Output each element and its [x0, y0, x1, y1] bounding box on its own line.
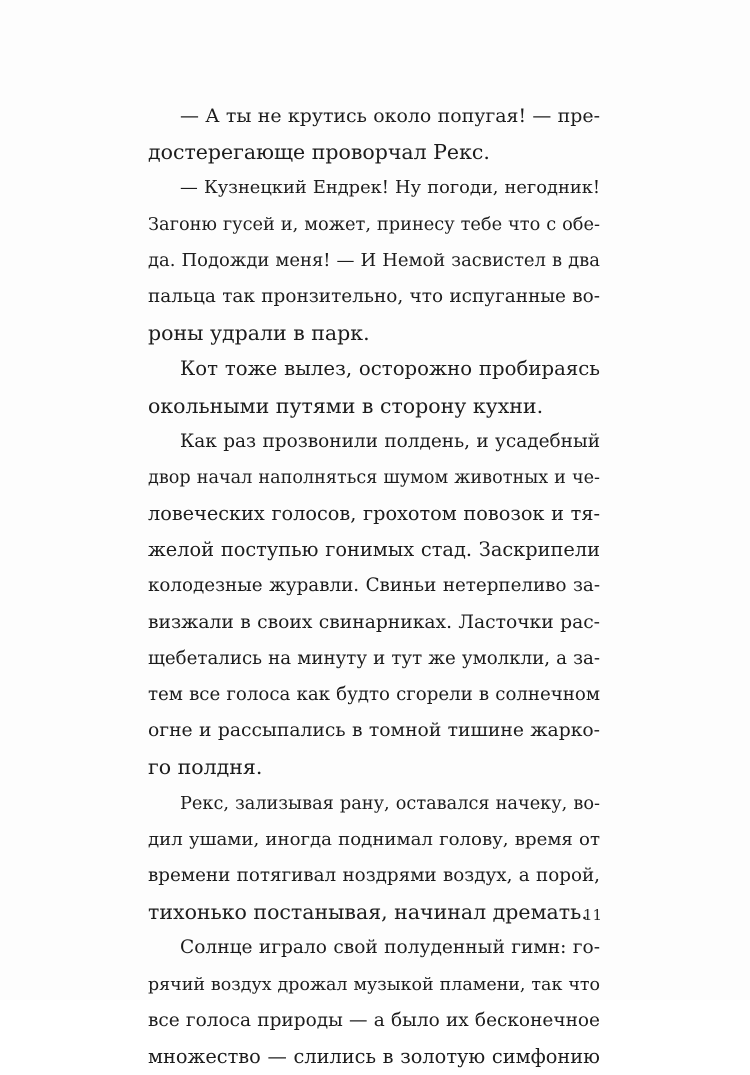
- text-line: рячий воздух дрожал музыкой пламени, так что: [148, 974, 600, 995]
- text-line: тем все голоса как будто сгорели в солнечном: [148, 684, 600, 705]
- text-line: все голоса природы — а было их бесконечное: [148, 1009, 600, 1031]
- text-line: Загоню гусей и, может, принесу тебе что с обе-: [148, 214, 600, 235]
- text-line: роны удрали в парк.: [148, 321, 370, 346]
- text-line: ловеческих голосов, грохотом повозок и тя-: [148, 502, 600, 526]
- text-line: пальца так пронзительно, что испуганные во-: [148, 285, 600, 307]
- text-line: двор начал наполняться шумом животных и че-: [148, 467, 600, 488]
- text-line: колодезные журавли. Свиньи нетерпеливо за-: [148, 575, 600, 597]
- page-number: 11: [582, 906, 602, 924]
- text-line: Как раз прозвонили полдень, и усадебный: [180, 430, 600, 452]
- text-line: достерегающе проворчал Рекс.: [148, 140, 490, 165]
- text-line: множество — слились в золотую симфонию: [148, 1044, 600, 1068]
- text-line: Рекс, зализывая рану, оставался начеку, во-: [180, 793, 600, 814]
- text-line: окольными путями в сторону кухни.: [148, 393, 544, 418]
- text-line: дил ушами, иногда поднимал голову, время от: [148, 828, 600, 850]
- text-line: го полдня.: [148, 755, 263, 780]
- text-line: визжали в своих свинарниках. Ласточки рас-: [148, 611, 600, 633]
- text-line: щебетались на минуту и тут же умолкли, а за-: [148, 647, 600, 669]
- text-line: желой поступью гонимых стад. Заскрипели: [148, 538, 600, 562]
- text-line: — А ты не крутись около попугая! — пре-: [180, 105, 600, 127]
- text-line: времени потягивал ноздрями воздух, а порой,: [148, 864, 600, 886]
- text-line: да. Подожди меня! — И Немой засвистел в два: [148, 249, 600, 271]
- text-line: Кот тоже вылез, осторожно пробираясь: [180, 357, 600, 381]
- text-line: — Кузнецкий Ендрек! Ну погоди, негодник!: [180, 177, 600, 199]
- body-text: [148, 98, 600, 1075]
- text-line: тихонько постанывая, начинал дремать.: [148, 900, 588, 925]
- text-line: огне и рассыпались в томной тишине жарко-: [148, 720, 600, 742]
- text-line: Солнце играло свой полуденный гимн: го-: [180, 937, 600, 959]
